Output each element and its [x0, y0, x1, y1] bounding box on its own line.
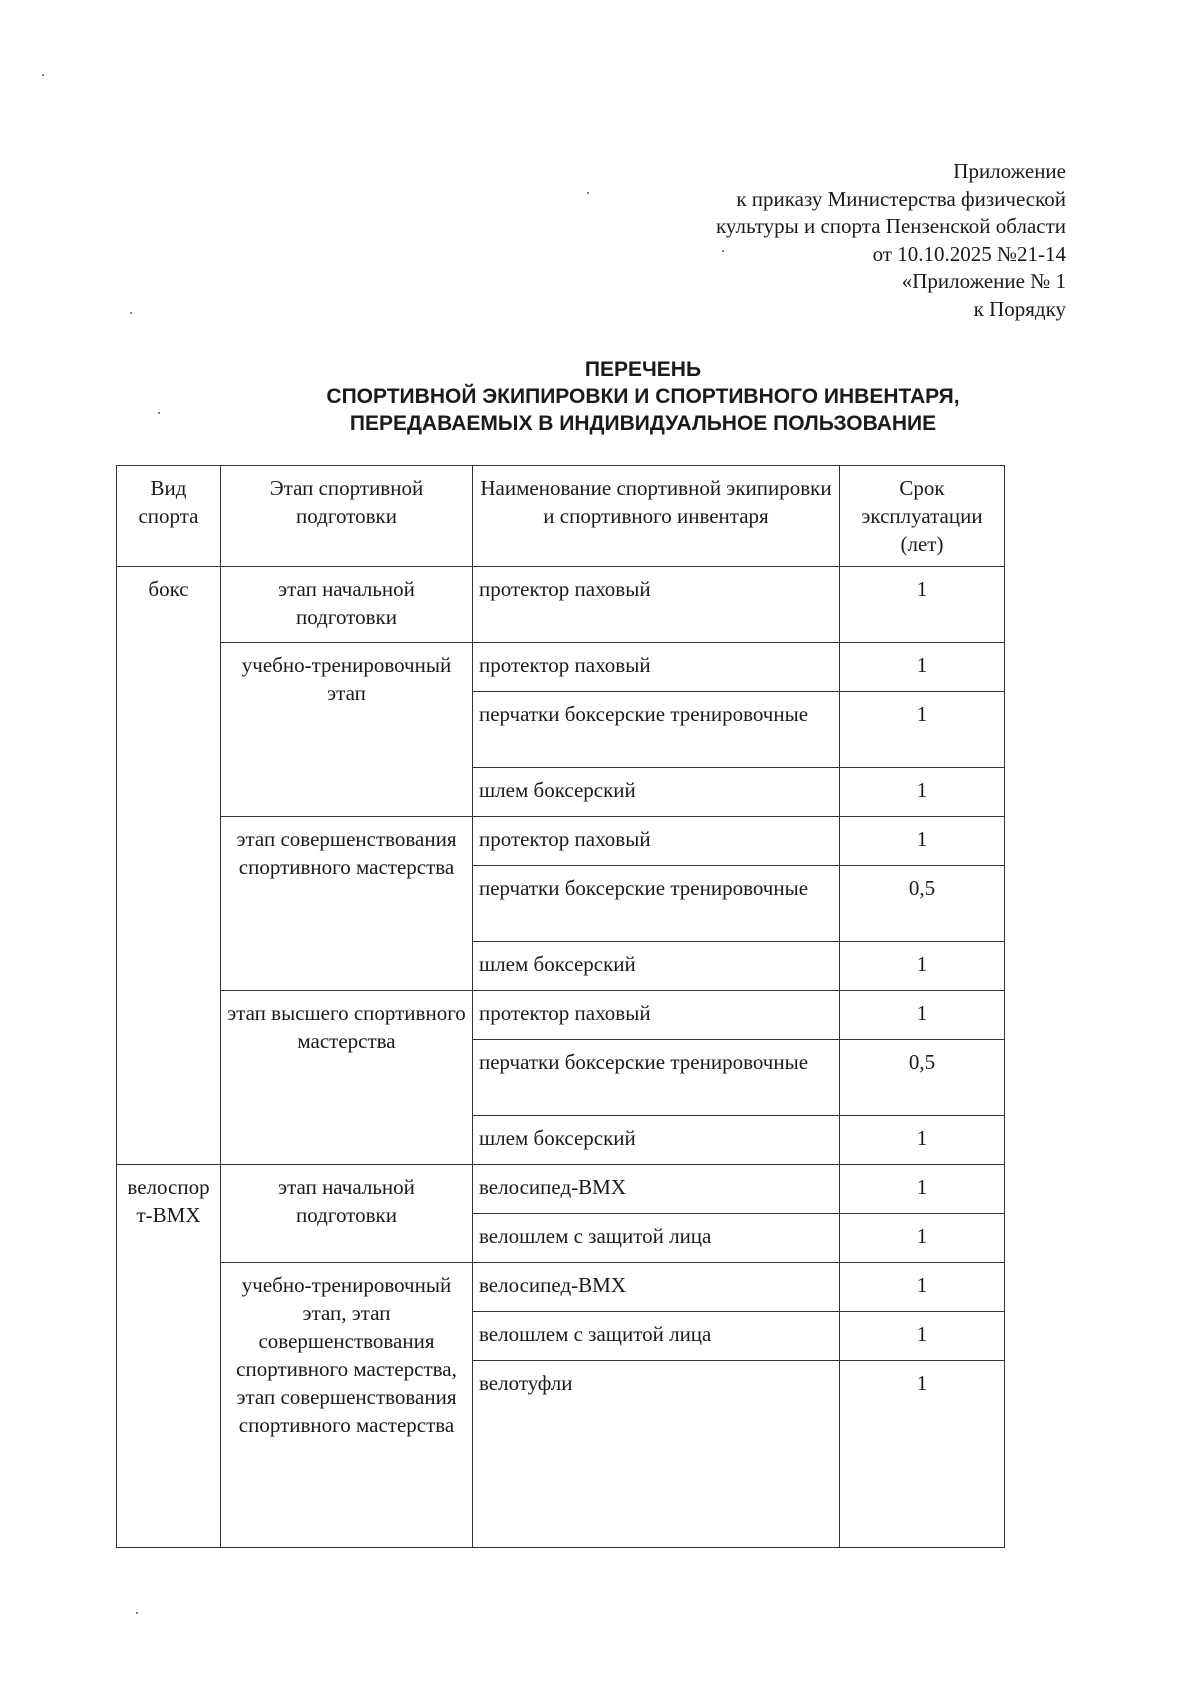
table-row: [117, 643, 1005, 692]
table-row: [117, 1263, 1005, 1312]
stage-cell: этап начальной подготовки: [221, 1165, 473, 1263]
title-line: ПЕРЕДАВАЕМЫХ В ИНДИВИДУАЛЬНОЕ ПОЛЬЗОВАНИЕ: [349, 412, 937, 435]
item-cell: велошлем с защитой лица: [473, 1312, 840, 1361]
term-cell: 1: [840, 1165, 1005, 1214]
stage-cell: этап совершенствования спортивного мастерства: [221, 817, 473, 991]
column-header: Срок эксплуатации (лет): [840, 466, 1005, 567]
item-cell: велошлем с защитой лица: [473, 1214, 840, 1263]
column-header: Этап спортивной подготовки: [221, 466, 473, 567]
scan-speck: [722, 250, 724, 252]
term-cell: 1: [840, 1263, 1005, 1312]
item-cell: шлем боксерский: [473, 768, 840, 817]
term-cell: 0,5: [840, 866, 1005, 942]
item-cell: велотуфли: [473, 1361, 840, 1548]
stage-cell: этап начальной подготовки: [221, 567, 473, 643]
appendix-line: Приложение: [953, 159, 1066, 183]
term-cell: 1: [840, 1214, 1005, 1263]
sport-cell: велоспорт-BMX: [117, 1165, 221, 1548]
scan-speck: [158, 412, 160, 414]
appendix-block: [716, 158, 1066, 324]
sport-cell: бокс: [117, 567, 221, 1165]
item-cell: перчатки боксерские тренировочные: [473, 1040, 840, 1116]
equipment-table: [116, 465, 1005, 1548]
term-cell: 0,5: [840, 1040, 1005, 1116]
stage-cell: учебно-тренировочный этап: [221, 643, 473, 817]
term-cell: 1: [840, 567, 1005, 643]
term-cell: 1: [840, 1312, 1005, 1361]
column-header: Наименование спортивной экипировки и спортивного инвентаря: [473, 466, 840, 567]
appendix-line: к Порядку: [973, 296, 1066, 321]
scan-speck: [130, 312, 132, 314]
item-cell: протектор паховый: [473, 991, 840, 1040]
item-cell: велосипед-BMX: [473, 1263, 840, 1312]
scan-speck: [42, 74, 44, 76]
stage-cell: этап высшего спортивного мастерства: [221, 991, 473, 1165]
item-cell: перчатки боксерские тренировочные: [473, 692, 840, 768]
item-cell: протектор паховый: [473, 643, 840, 692]
appendix-line: культуры и спорта Пензенской области: [716, 214, 1066, 239]
term-cell: 1: [840, 817, 1005, 866]
appendix-line: к приказу Министерства физической: [736, 186, 1066, 211]
scan-speck: [587, 192, 589, 194]
item-cell: протектор паховый: [473, 817, 840, 866]
table-row: [117, 991, 1005, 1040]
term-cell: 1: [840, 768, 1005, 817]
item-cell: перчатки боксерские тренировочные: [473, 866, 840, 942]
term-cell: 1: [840, 643, 1005, 692]
item-cell: шлем боксерский: [473, 942, 840, 991]
appendix-line: от 10.10.2025 №21-14: [872, 241, 1066, 266]
title-line: ПЕРЕЧЕНЬ: [584, 358, 702, 381]
item-cell: велосипед-BMX: [473, 1165, 840, 1214]
term-cell: 1: [840, 991, 1005, 1040]
scan-speck: [136, 1612, 138, 1614]
term-cell: 1: [840, 1361, 1005, 1548]
document-title: [240, 356, 1046, 437]
term-cell: 1: [840, 1116, 1005, 1165]
item-cell: протектор паховый: [473, 567, 840, 643]
table-row: [117, 1165, 1005, 1214]
table-header-row: [117, 466, 1005, 567]
table-row: [117, 817, 1005, 866]
column-header: Вид спорта: [117, 466, 221, 567]
table-row: [117, 567, 1005, 643]
term-cell: 1: [840, 942, 1005, 991]
appendix-line: «Приложение № 1: [901, 269, 1066, 294]
item-cell: шлем боксерский: [473, 1116, 840, 1165]
stage-cell: учебно-тренировочный этап, этап совершенствования спортивного мастерства, этап совершенствования спортивного мастерства: [221, 1263, 473, 1548]
term-cell: 1: [840, 692, 1005, 768]
title-line: СПОРТИВНОЙ ЭКИПИРОВКИ И СПОРТИВНОГО ИНВЕНТАРЯ,: [326, 385, 960, 408]
